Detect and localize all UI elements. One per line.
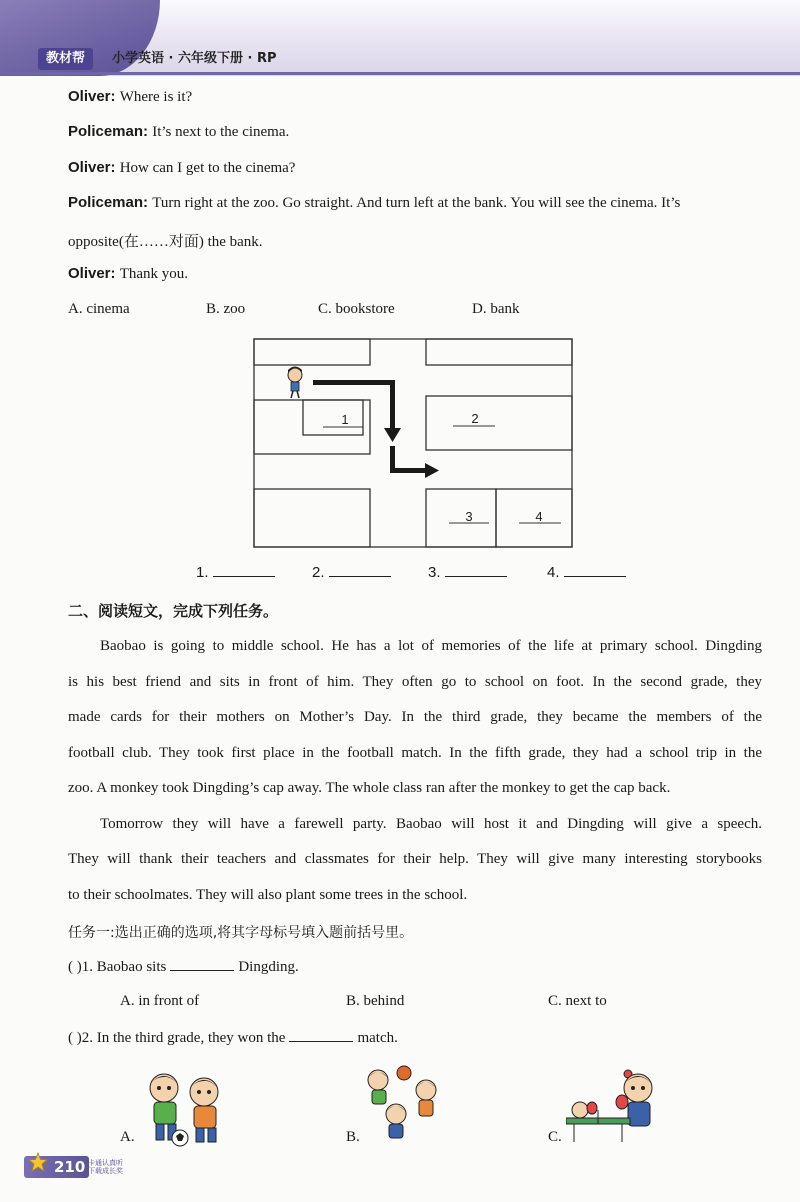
utterance: Where is it?: [119, 89, 193, 105]
q2-option-a: A.: [120, 1129, 135, 1145]
dialogue-line: Oliver: How can I get to the cinema?: [68, 159, 296, 176]
paragraph-line: football club. They took first place in the football match. In the fifth grade, they had a school trip in the: [68, 745, 762, 761]
speaker: Oliver: [68, 265, 111, 282]
answer-blank-2[interactable]: 2.: [312, 564, 391, 581]
answer-blank-1[interactable]: 1.: [196, 564, 275, 581]
page-number: 210: [24, 1156, 89, 1178]
speaker: Oliver: [68, 88, 111, 105]
option-a: A. cinema: [68, 301, 130, 317]
utterance: Thank you.: [119, 266, 189, 282]
dialogue-line: [68, 230, 263, 251]
fill-blank[interactable]: [289, 1029, 353, 1042]
answer-blank-4[interactable]: 4.: [547, 564, 626, 581]
paragraph-line: made cards for their mothers on Mother’s Day. In the third grade, they became the members of the: [68, 709, 762, 725]
question-2: ( )2. In the third grade, they won the match.: [68, 1030, 398, 1046]
building-2: [426, 396, 572, 450]
q2-option-c: C.: [548, 1129, 562, 1145]
dialogue-line: Oliver: Thank you.: [68, 265, 189, 282]
fill-blank[interactable]: [170, 958, 234, 971]
map-label-1: 1: [341, 412, 349, 427]
answer-blank-3[interactable]: 3.: [428, 564, 507, 581]
brand-badge: 教材帮: [38, 48, 93, 70]
map-label-2: 2: [471, 411, 479, 426]
route-segment: [313, 380, 395, 385]
paragraph-line: zoo. A monkey took Dingding’s cap away. The whole class ran after the monkey to get the cap back.: [68, 780, 671, 796]
map-label-3: 3: [465, 509, 473, 524]
table-tennis-picture: [566, 1068, 666, 1148]
paragraph-line: Tomorrow they will have a farewell party. Baobao will host it and Dingding will give a speech.: [100, 816, 762, 832]
section-title: 二、阅读短文，完成下列任务。: [68, 602, 279, 620]
header-divider: [0, 72, 800, 75]
q1-option-a: A. in front of: [120, 993, 200, 1009]
answer-paren[interactable]: ( ): [68, 1030, 82, 1046]
book-title: 小学英语 · 六年级下册 · RP: [112, 51, 277, 66]
answer-paren[interactable]: ( ): [68, 959, 82, 975]
arrow-down-icon: [384, 428, 401, 442]
task-title: 任务一:选出正确的选项,将其字母标号填入题前括号里。: [68, 925, 414, 941]
football-kids-picture: [140, 1068, 230, 1148]
q1-option-c: C. next to: [548, 993, 607, 1009]
building-1: [303, 400, 363, 435]
speaker: Oliver: [68, 159, 111, 176]
building-4: [496, 489, 572, 547]
dialogue-line: Policeman: Turn right at the zoo. Go straight. And turn left at the bank. You will see the cinema. It’s: [68, 194, 681, 211]
paragraph-line: to their schoolmates. They will also plant some trees in the school.: [68, 887, 468, 903]
arrow-right-icon: [425, 463, 439, 478]
option-d: D. bank: [472, 301, 520, 317]
utterance: Turn right at the zoo. Go straight. And turn left at the bank. You will see the cinema. It’s: [152, 195, 681, 211]
option-c: C. bookstore: [318, 301, 395, 317]
utterance: How can I get to the cinema?: [119, 160, 296, 176]
dialogue-line: Policeman: It’s next to the cinema.: [68, 123, 290, 140]
route-segment: [390, 468, 428, 473]
paragraph-line: is his best friend and sits in front of him. They often go to school on foot. In the second grade, they: [68, 674, 762, 690]
building-3: [426, 489, 496, 547]
q1-option-b: B. behind: [346, 993, 405, 1009]
route-segment: [390, 380, 395, 432]
block: [254, 489, 370, 547]
footer-note: 卡通认真听 下载成长奖: [88, 1159, 123, 1175]
utterance: opposite(在……对面) the bank.: [68, 234, 263, 250]
star-icon: [28, 1152, 48, 1172]
route-map: [253, 338, 575, 550]
question-1: ( )1. Baobao sits Dingding.: [68, 959, 299, 975]
speaker: Policeman: [68, 123, 144, 140]
option-b: B. zoo: [206, 301, 246, 317]
paragraph-line: Baobao is going to middle school. He has a lot of memories of the life at primary school. Dingding: [100, 638, 762, 654]
boy-figure-icon: [288, 367, 302, 399]
basketball-kids-picture: [362, 1064, 442, 1146]
paragraph-line: They will thank their teachers and classmates for their help. They will give many interesting storybooks: [68, 851, 762, 867]
block: [426, 339, 572, 365]
speaker: Policeman: [68, 194, 144, 211]
block: [254, 339, 370, 365]
q2-option-b: B.: [346, 1129, 360, 1145]
page-header: [0, 0, 800, 76]
dialogue-line: Oliver: Where is it?: [68, 88, 193, 105]
map-label-4: 4: [535, 509, 543, 524]
utterance: It’s next to the cinema.: [152, 124, 290, 140]
